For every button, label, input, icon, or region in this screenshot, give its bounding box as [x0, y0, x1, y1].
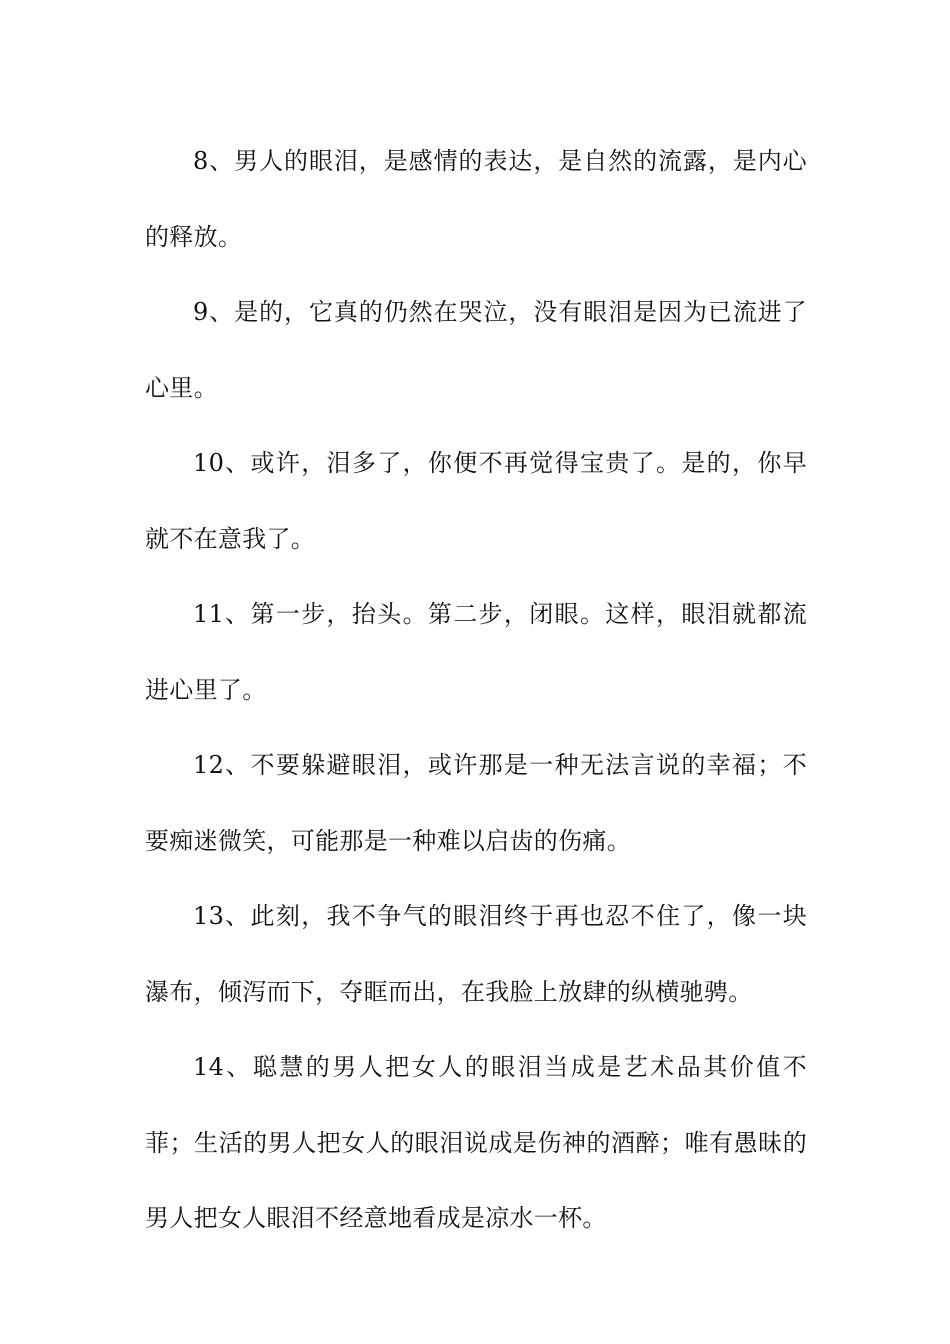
paragraph-8: 8、男人的眼泪，是感情的表达，是自然的流露，是内心的释放。: [145, 147, 807, 251]
paragraph-11: 11、第一步，抬头。第二步，闭眼。这样，眼泪就都流进心里了。: [145, 600, 807, 704]
paragraph-13: 13、此刻，我不争气的眼泪终于再也忍不住了，像一块瀑布，倾泻而下，夺眶而出，在我脸上放肆的纵横驰骋。: [145, 902, 807, 1006]
document-body: [145, 124, 807, 1257]
paragraph-14: 14、聪慧的男人把女人的眼泪当成是艺术品其价值不菲；生活的男人把女人的眼泪说成是伤神的酒醉；唯有愚昧的男人把女人眼泪不经意地看成是凉水一杯。: [145, 1053, 807, 1232]
paragraph-10: 10、或许，泪多了，你便不再觉得宝贵了。是的，你早就不在意我了。: [145, 449, 807, 553]
paragraph-12: 12、不要躲避眼泪，或许那是一种无法言说的幸福；不要痴迷微笑，可能那是一种难以启齿的伤痛。: [145, 751, 807, 855]
paragraph-9: 9、是的，它真的仍然在哭泣，没有眼泪是因为已流进了心里。: [145, 298, 807, 402]
